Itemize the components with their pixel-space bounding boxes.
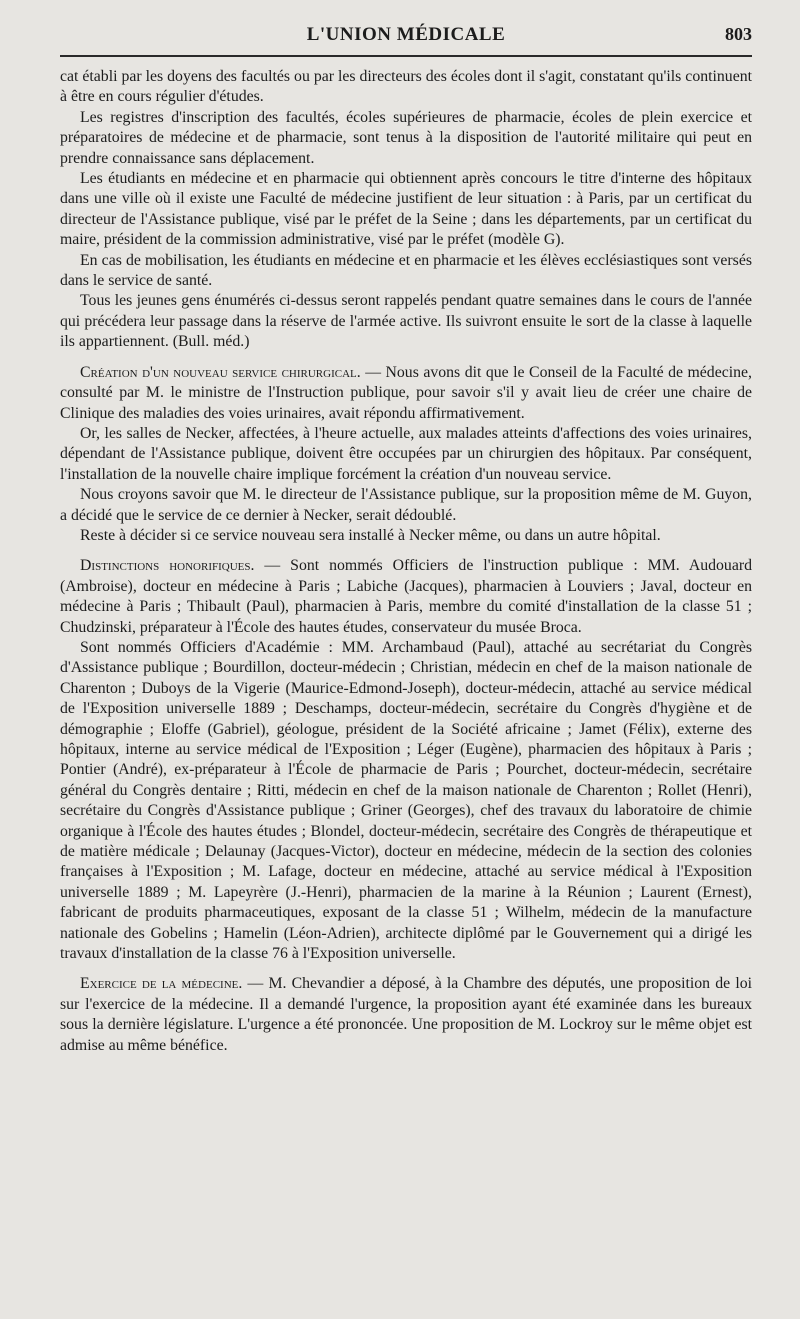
paragraph-officiers-academie: Sont nommés Officiers d'Académie : MM. Archambaud (Paul), attaché au secrétariat du Congrès d'Assistance publique ; Bourdillon, docteur-médecin ; Christian, médecin en chef de la maison nationale de Charenton ; Duboys de la Vigerie (Maurice-Edmond-Joseph), docteur-médecin, attaché au service médical de l'Exposition universelle 1889 ; Deschamps, docteur-médecin, secrétaire du Congrès d'hygiène et de démographie ; Eloffe (Gabriel), géologue, président de la Société africaine ; Jamet (Félix), externe des hôpitaux, interne au service médical de l'Exposition ; Léger (Eugène), pharmacien des hôpitaux à Paris ; Pontier (André), ex-préparateur à l'École de pharmacie de Paris ; Pourchet, docteur-médecin, secrétaire général du Congrès dentaire ; Ritti, médecin en chef de la maison nationale de Charenton ; Rollet (Henri), secrétaire du Congrès d'Assistance publique ; Griner (Georges), chef des travaux du laboratoire de chimie organique à l'École des hautes études ; Blondel, docteur-médecin, secrétaire des Congrès de thérapeutique et de matière médicale ; Delaunay (Jacques-Victor), docteur en médecine, médecin de la section des colonies françaises à l'Exposition ; M. Lafage, docteur en médecine, attaché au service médical à l'Exposition universelle 1889 ; M. Lapeyrère (J.-Henri), pharmacien de la marine à la Réunion ; Laurent (Ernest), fabricant de produits pharmaceutiques, exposant de la classe 51 ; Wilhelm, médecin de la manufacture nationale des Gobelins ; Hamelin (Léon-Adrien), architecte diplômé par le Gouvernement qui a dirigé les travaux d'installation de la classe 76 à l'Exposition universelle. [60,638,752,963]
paragraph-student-certificate: cat établi par les doyens des facultés ou par les directeurs des écoles dont il s'agit, constatant qu'ils continuent à être en cours régulier d'études. [60,68,752,106]
section-text: — Sont nommés Officiers de l'instruction publique : MM. Audouard (Ambroise), docteur en médecine à Paris ; Labiche (Jacques), pharmacien à Louviers ; Javal, docteur en médecine à Paris ; Thibault (Paul), pharmacien à Paris, membre du comité d'installation de la classe 51 ; Chudzinski, préparateur à l'École des hautes études, conservateur du musée Broca. [60,557,752,636]
paragraph-recall: Tous les jeunes gens énumérés ci-dessus seront rappelés pendant quatre semaines dans le cours de l'année qui précédera leur passage dans la réserve de l'armée active. Ils suivront ensuite le sort de la classe à laquelle ils appartiennent. (Bull. méd.) [60,292,752,351]
paragraph-necker-wards: Or, les salles de Necker, affectées, à l'heure actuelle, aux malades atteints d'affections des voies urinaires, dépendant de l'Assistance publique, doivent être occupées par un chirurgien des hôpitaux. Par conséquent, l'installation de la nouvelle chaire implique forcément la création d'un nouveau service. [60,424,752,483]
paragraph-interns: Les étudiants en médecine et en pharmacie qui obtiennent après concours le titre d'interne des hôpitaux dans une ville où il existe une Faculté de médecine justifient de leur situation : à Paris, par un certificat du directeur de l'Assistance publique, visé par le préfet de la Seine ; dans les départements, par un certificat du maire, président de la commission administrative, visé par le préfet (modèle G). [60,170,752,249]
page-number: 803 [725,24,752,44]
section-heading: Création d'un nouveau service chirurgical. [80,363,361,381]
section-practice-of-medicine [60,974,752,1056]
header-rule [60,55,752,57]
section-heading: Exercice de la médecine. [80,975,243,993]
article-body [60,67,752,1056]
page-header [60,22,752,52]
paragraph-remaining-decision: Reste à décider si ce service nouveau sera installé à Necker même, ou dans un autre hôpital. [80,526,661,544]
section-new-surgical-service [60,363,752,424]
section-text: — M. Chevandier a déposé, à la Chambre des députés, une proposition de loi sur l'exercice de la médecine. Il a demandé l'urgence, la proposition ayant été examinée dans les bureaux sous la dernière législature. L'urgence a été prononcée. Une proposition de M. Lockroy sur le même objet est admise au même bénéfice. [60,975,753,1054]
section-text: — Nous avons dit que le Conseil de la Faculté de médecine, consulté par M. le ministre de l'Instruction publique, pour savoir s'il y avait lieu de créer une chaire de Clinique des maladies des voies urinaires, avait répondu affirmativement. [60,363,752,422]
section-heading: Distinctions honorifiques. [80,557,255,575]
section-honorary-distinctions [60,556,752,638]
paragraph-mobilisation: En cas de mobilisation, les étudiants en médecine et en pharmacie et les élèves ecclésiastiques sont versés dans le service de santé. [60,251,752,290]
paragraph-guyon-service: Nous croyons savoir que M. le directeur de l'Assistance publique, sur la proposition même de M. Guyon, a décidé que le service de ce dernier à Necker, serait dédoublé. [60,486,752,524]
paragraph-registers: Les registres d'inscription des facultés, écoles supérieures de pharmacie, écoles de plein exercice et préparatoires de médecine et de pharmacie, sont tenus à la disposition de l'autorité militaire qui peut en prendre connaissance sans déplacement. [60,108,752,167]
journal-title: L'UNION MÉDICALE [306,24,506,45]
